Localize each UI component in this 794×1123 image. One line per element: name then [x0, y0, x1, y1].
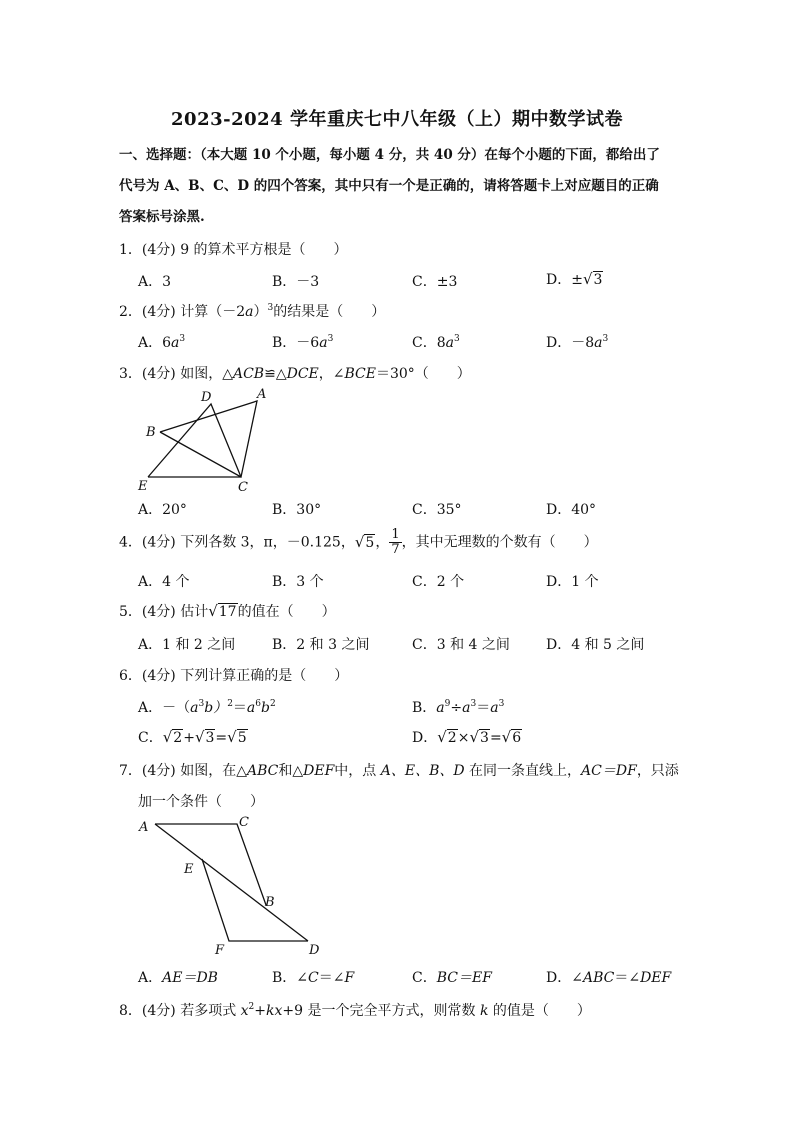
- q7-label-a: A: [139, 820, 149, 835]
- q3-option-a: A．20°: [138, 502, 187, 518]
- question-3-stem: 3．(4分) 如图，△ACB≌△DCE，∠BCE＝30°（ ）: [119, 366, 471, 382]
- q3-triangle-dce: [148, 404, 241, 477]
- q7-line-ad: [155, 824, 308, 941]
- q4-option-b: B．3 个: [272, 574, 324, 590]
- q4-option-a: A．4 个: [138, 574, 190, 590]
- q7-option-b: B．∠C＝∠F: [272, 970, 355, 986]
- q7-parallelogram-figure: [130, 812, 330, 960]
- q6-option-d: D．√2×√3=√6: [412, 728, 522, 746]
- q7-label-b: B: [265, 895, 275, 910]
- q7-option-a: A．AE＝DB: [138, 970, 218, 986]
- q3-label-a: A: [257, 387, 267, 402]
- q7-label-c: C: [239, 815, 249, 830]
- q6-option-b: B．$a^9\div a^3=a^3$: [412, 699, 505, 716]
- q3-option-b: B．30°: [272, 502, 322, 518]
- instruction-line-3: 答案标号涂黑.: [119, 209, 205, 225]
- question-8-stem: 8．(4分) 若多项式 $x^2+kx+9$ 是一个完全平方式，则常数 k 的值是（ ）: [119, 1002, 591, 1019]
- q3-label-b: B: [146, 425, 156, 440]
- q6-option-c: C．√2+√3=√5: [138, 728, 247, 746]
- q4-option-c: C．2 个: [412, 574, 465, 590]
- q7-label-d: D: [309, 943, 320, 958]
- question-2-stem: 2．(4分) 计算$(-2a)^3$的结果是（ ）: [119, 303, 386, 320]
- section-instructions: [119, 140, 679, 233]
- q5-option-d: D．4 和 5 之间: [546, 637, 645, 653]
- q3-option-d: D．40°: [546, 502, 597, 518]
- q3-triangle-figure: [130, 385, 270, 495]
- q1-option-a: A．3: [138, 274, 172, 290]
- q3-label-d: D: [201, 390, 212, 405]
- q3-label-c: C: [238, 480, 248, 495]
- q3-label-e: E: [138, 479, 148, 494]
- q7-option-d: D．∠ABC＝∠DEF: [546, 970, 672, 986]
- page-title: 2023-2024 学年重庆七中八年级（上）期中数学试卷: [171, 109, 623, 130]
- q2-option-a: A．$6a^3$: [138, 334, 186, 351]
- question-6-stem: 6．(4分) 下列计算正确的是（ ）: [119, 668, 349, 684]
- q5-option-c: C．3 和 4 之间: [412, 637, 510, 653]
- q5-option-b: B．2 和 3 之间: [272, 637, 370, 653]
- q2-option-c: C．$8a^3$: [412, 334, 460, 351]
- q3-triangle-acb: [160, 401, 257, 477]
- q7-label-e: E: [184, 862, 194, 877]
- question-7-stem-line-2: 加一个条件（ ）: [138, 794, 264, 810]
- q1-option-c: C．±3: [412, 274, 458, 290]
- question-4-stem: 4．(4分) 下列各数 3，π，－0.125，√5， $\frac{1}{7}$ ，其中无理数的个数有（ ）: [119, 527, 598, 557]
- q6-option-a: A．$-(a^3b)^2=a^6b^2$: [138, 699, 276, 716]
- q7-label-f: F: [215, 943, 225, 958]
- question-7-stem: 7．(4分) 如图，在△ABC和△DEF中，点 A、E、B、D 在同一条直线上，AC＝DF，只添: [119, 763, 679, 779]
- instruction-line-1: 一、选择题：（本大题 10 个小题，每小题 4 分，共 40 分）在每个小题的下面，都给出了: [119, 147, 660, 163]
- q2-option-b: B．$-6a^3$: [272, 334, 334, 351]
- q3-option-c: C．35°: [412, 502, 462, 518]
- q1-option-b: B．－3: [272, 274, 320, 290]
- q7-option-c: C．BC＝EF: [412, 970, 492, 986]
- q5-option-a: A．1 和 2 之间: [138, 637, 236, 653]
- instruction-line-2: 代号为 A、B、C、D 的四个答案，其中只有一个是正确的，请将答题卡上对应题目的正确: [119, 178, 659, 194]
- q2-option-d: D．$-8a^3$: [546, 334, 609, 351]
- question-1-stem: 1．(4分) 9 的算术平方根是（ ）: [119, 242, 348, 258]
- q4-option-d: D．1 个: [546, 574, 599, 590]
- q1-option-d: D．±√3: [546, 270, 603, 288]
- question-5-stem: 5．(4分) 估计√17的值在（ ）: [119, 602, 336, 620]
